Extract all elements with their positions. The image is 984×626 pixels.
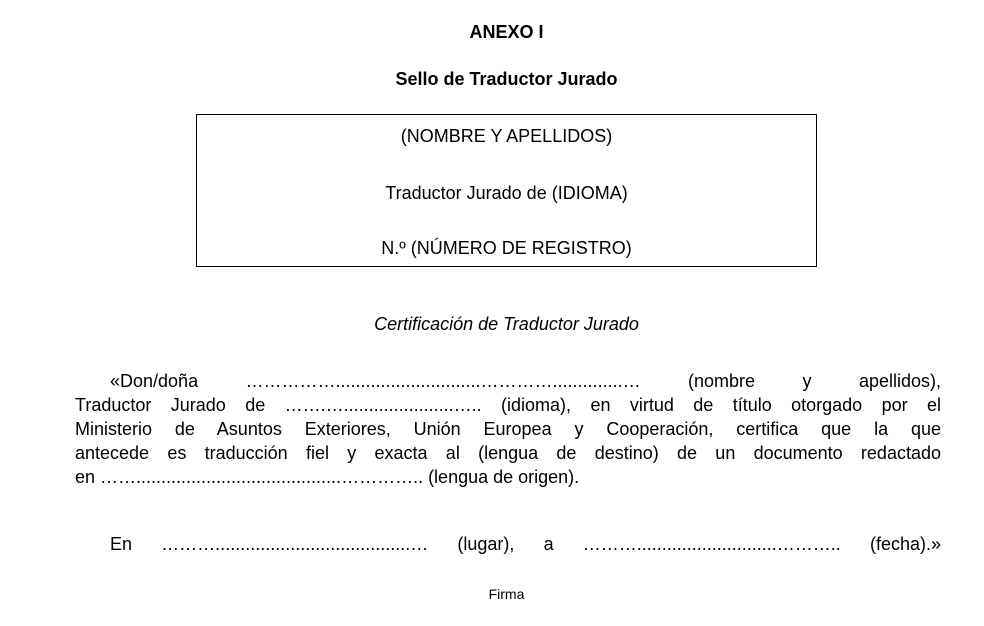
seal-registry-number-line: N.º (NÚMERO DE REGISTRO) [381,238,632,258]
certification-line: Traductor Jurado de …….…......................….. (idioma), en virtud de título otorgado por el [75,395,941,415]
certification-line: «Don/doña …………….............................…………..............… (nombre y apellidos), [110,371,941,391]
signature-label: Firma [488,586,525,602]
place-date-line: En ……….......................................… (lugar), a ………............................……….. (fecha).» [110,534,941,554]
certification-line: antecede es traducción fiel y exacta al (lengua de destino) de un documento redactado [75,443,941,463]
certification-title: Certificación de Traductor Jurado [374,314,639,334]
certification-line: en …….........................................………….. (lengua de origen). [75,467,580,487]
certification-line: Ministerio de Asuntos Exteriores, Unión Europea y Cooperación, certifica que la que [75,419,941,439]
annex-title: ANEXO I [469,22,544,42]
certification-paragraph [75,369,941,489]
seal-title: Sello de Traductor Jurado [395,69,618,89]
seal-name-placeholder: (NOMBRE Y APELLIDOS) [400,126,613,146]
seal-language-line: Traductor Jurado de (IDIOMA) [385,183,628,203]
translator-seal-box [196,114,817,267]
